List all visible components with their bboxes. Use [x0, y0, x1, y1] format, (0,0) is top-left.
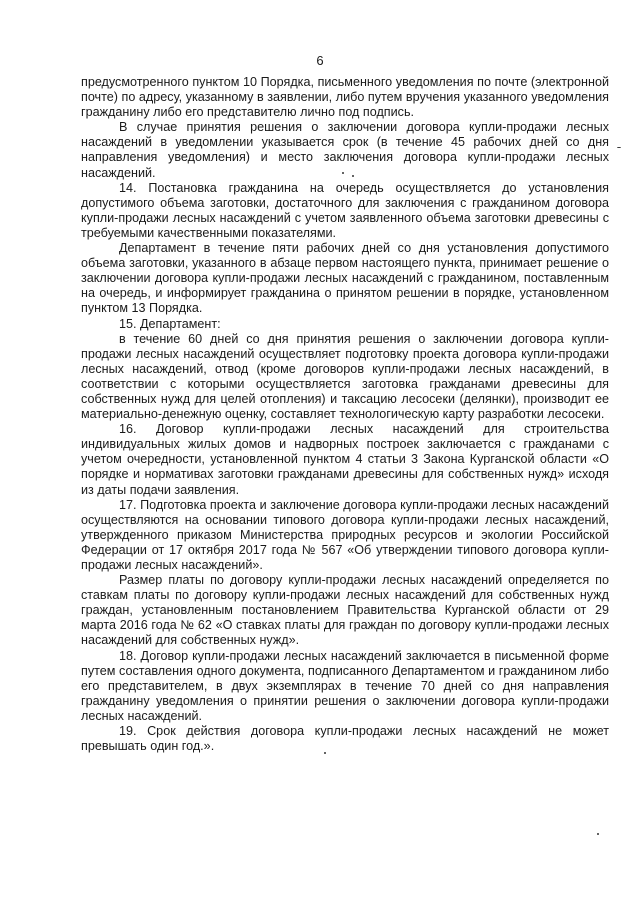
paragraph-continuation: предусмотренного пунктом 10 Порядка, письменного уведомления по почте (электронной почте) по адресу, указанному в заявлении, либо путем вручения указанного уведомления гражданину либо его представителю лично под подпись. — [81, 75, 609, 120]
paragraph-14-department: Департамент в течение пяти рабочих дней со дня установления допустимого объема заготовки, указанного в абзаце первом настоящего пункта, принимает решение о заключении договора купли-продажи лесных насаждений с гражданином, поставленным на очередь, и информирует гражданина о принятом решении в порядке, установленном пунктом 13 Порядка. — [81, 241, 609, 316]
paragraph-17: 17. Подготовка проекта и заключение договора купли-продажи лесных насаждений осуществляются на основании типового договора купли-продажи лесных насаждений, утвержденного приказом Министерства природных ресурсов и экологии Российской Федерации от 17 октября 2017 года № 567 «Об утверждении типового договора купли-продажи лесных насаждений». — [81, 497, 609, 572]
paragraph-15-duties: в течение 60 дней со дня принятия решения о заключении договора купли-продажи лесных насаждений осуществляет подготовку проекта договора купли-продажи лесных насаждений, отвод (кроме договоров купли-продажи лесных насаждений, в соответствии с которыми осуществляется заготовка гражданами древесины для собственных нужд для целей отопления) и таксацию лесосеки (делянки), производит ее материально-денежную оценку, составляет технологическую карту разработки лесосеки. — [81, 331, 609, 422]
paragraph-17-payment: Размер платы по договору купли-продажи лесных насаждений определяется по ставкам платы по договору купли-продажи лесных насаждений для собственных нужд граждан, установленным постановлением Правительства Курганской области от 29 марта 2016 года № 62 «О ставках платы для граждан по договору купли-продажи лесных насаждений для собственных нужд». — [81, 573, 609, 648]
scan-speck — [352, 175, 354, 177]
scan-speck — [342, 172, 344, 174]
scan-speck — [617, 147, 621, 148]
scan-speck — [597, 833, 599, 835]
paragraph-19: 19. Срок действия договора купли-продажи лесных насаждений не может превышать один год.». — [81, 724, 609, 754]
paragraph-notification-term: В случае принятия решения о заключении договора купли-продажи лесных насаждений в уведомлении указывается срок (в течение 45 рабочих дней со дня направления уведомления) и место заключения договора купли-продажи лесных насаждений. — [81, 120, 609, 180]
paragraph-14: 14. Постановка гражданина на очередь осуществляется до установления допустимого объема заготовки, достаточного для заключения с гражданином договора купли-продажи лесных насаждений с учетом заявленного объема заготовки древесины с требуемыми качественными показателями. — [81, 180, 609, 240]
page-number: 6 — [316, 53, 324, 68]
scan-speck — [324, 752, 326, 754]
document-body — [81, 75, 609, 754]
paragraph-16: 16. Договор купли-продажи лесных насаждений для строительства индивидуальных жилых домов и надворных построек заключается с гражданами с учетом очередности, установленной пунктом 4 статьи 3 Закона Курганской области «О порядке и нормативах заготовки гражданами древесины для собственных нужд» исходя из даты подачи заявления. — [81, 422, 609, 497]
paragraph-18: 18. Договор купли-продажи лесных насаждений заключается в письменной форме путем составления одного документа, подписанного Департаментом и гражданином либо его представителем, в двух экземплярах в течение 70 дней со дня направления гражданину уведомления о принятии решения о заключении договора купли-продажи лесных насаждений. — [81, 648, 609, 723]
paragraph-15: 15. Департамент: — [119, 316, 221, 331]
